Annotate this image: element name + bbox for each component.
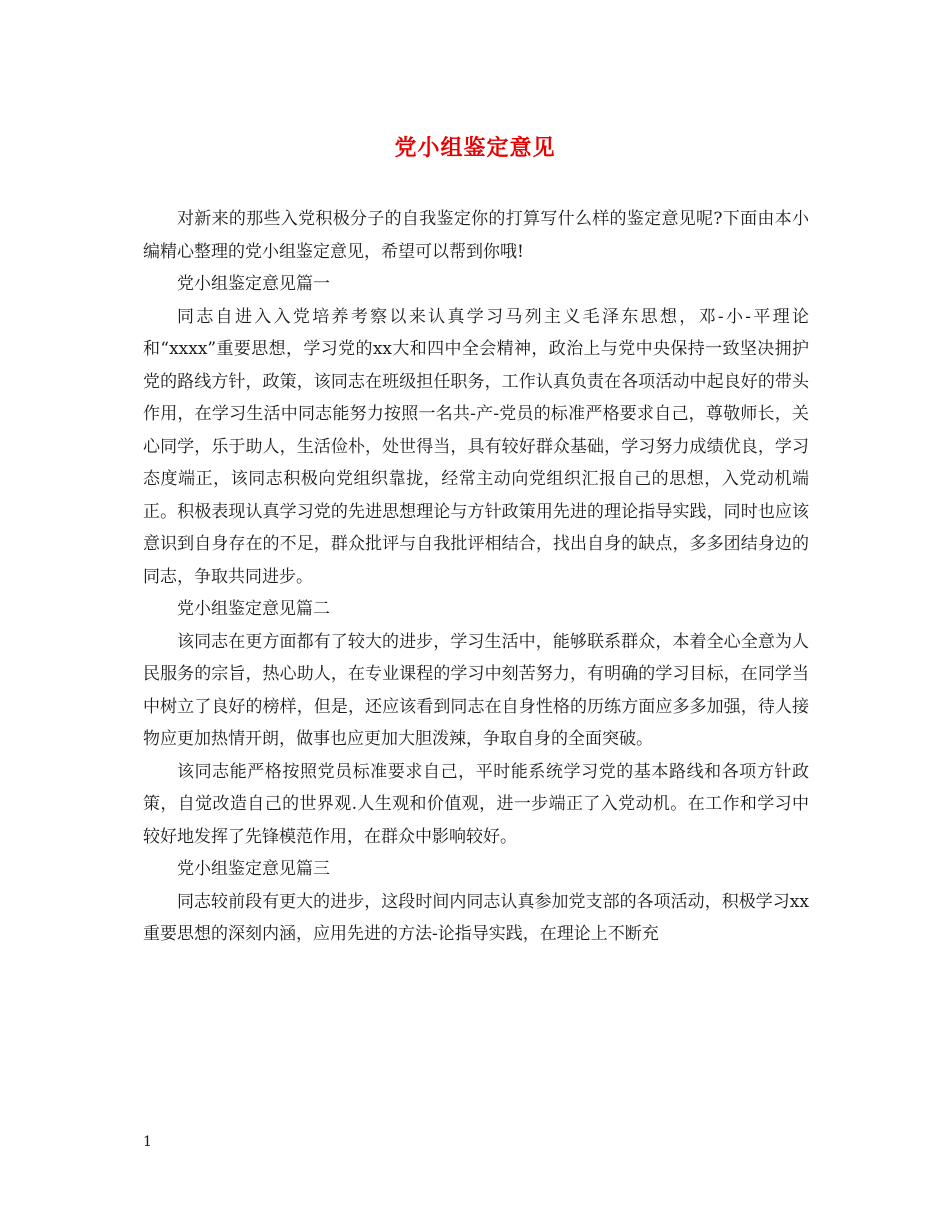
document-title: 党小组鉴定意见 — [394, 135, 556, 161]
section-heading-1: 党小组鉴定意见篇一 — [177, 274, 330, 294]
section-paragraph-2b: 该同志能严格按照党员标准要求自己，平时能系统学习党的基本路线和各项方针政策，自觉改造自己的世界观.人生观和价值观，进一步端正了入党动机。在工作和学习中较好地发挥了先锋模范作用，在群众中影响较好。 — [143, 761, 809, 847]
section-heading-2: 党小组鉴定意见篇二 — [177, 599, 330, 619]
intro-paragraph: 对新来的那些入党积极分子的自我鉴定你的打算写什么样的鉴定意见呢?下面由本小编精心整理的党小组鉴定意见，希望可以帮到你哦! — [143, 209, 809, 262]
section-paragraph-2a: 该同志在更方面都有了较大的进步，学习生活中，能够联系群众，本着全心全意为人民服务的宗旨，热心助人，在专业课程的学习中刻苦努力，有明确的学习目标，在同学当中树立了良好的榜样，但是，还应该看到同志在自身性格的历练方面应多多加强，待人接物应更加热情开朗，做事也应更加大胆泼辣，争取自身的全面突破。 — [143, 631, 809, 749]
page-number: 1 — [143, 1134, 152, 1150]
section-paragraph-1: 同志自进入入党培养考察以来认真学习马列主义毛泽东思想，邓-小-平理论和“xxxx”重要思想，学习党的xx大和四中全会精神，政治上与党中央保持一致坚决拥护党的路线方针，政策，该同志在班级担任职务，工作认真负责在各项活动中起良好的带头作用，在学习生活中同志能努力按照一名共-产-党员的标准严格要求自己，尊敬师长，关心同学，乐于助人，生活俭朴，处世得当，具有较好群众基础，学习努力成绩优良，学习态度端正，该同志积极向党组织靠拢，经常主动向党组织汇报自己的思想，入党动机端正。积极表现认真学习党的先进思想理论与方针政策用先进的理论指导实践，同时也应该意识到自身存在的不足，群众批评与自我批评相结合，找出自身的缺点，多多团结身边的同志，争取共同进步。 — [143, 306, 809, 587]
document-body — [143, 203, 809, 951]
section-paragraph-3: 同志较前段有更大的进步，这段时间内同志认真参加党支部的各项活动，积极学习xx重要思想的深刻内涵，应用先进的方法-论指导实践，在理论上不断充 — [143, 891, 809, 944]
section-heading-3: 党小组鉴定意见篇三 — [177, 859, 330, 879]
